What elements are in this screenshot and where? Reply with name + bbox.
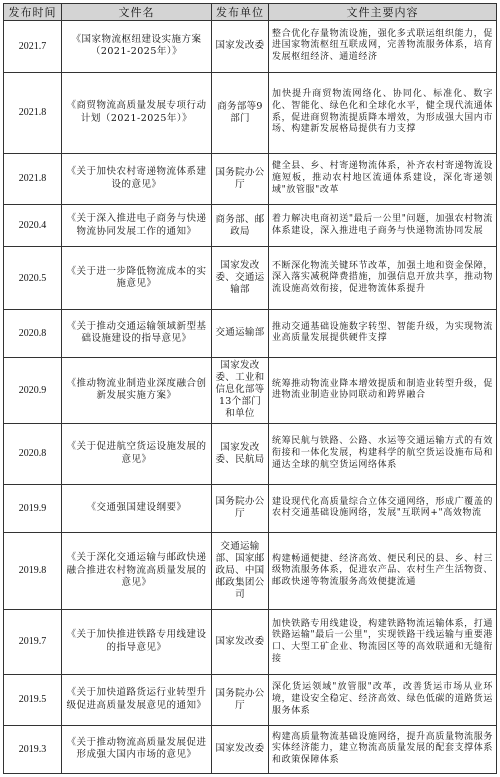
content-cell: 不断深化物流关键环节改革，加强土地和资金保障，深入落实减税降费措施，加强信息开放共享，推动物流设施高效衔接，促进物流体系提升 bbox=[269, 247, 497, 310]
content-cell: 加快铁路专用线建设，构建铁路物流运输体系，打通铁路运输"最后一公里"，实现铁路干线运输与重要港口、大型工矿企业、物流园区等的高效联通和无缝衔接 bbox=[269, 609, 497, 674]
publisher-cell: 国家发改委 bbox=[212, 21, 269, 73]
date-cell: 2019.7 bbox=[4, 609, 62, 674]
publisher-cell: 国务院办公厅 bbox=[212, 484, 269, 532]
publisher-cell: 国家发改委、民航局 bbox=[212, 423, 269, 484]
content-cell: 构建高质量物流基础设施网络，提升高质量物流服务实体经济能力，建立物流高质量发展的配套支撑体系和政策保障体系 bbox=[269, 725, 497, 773]
policy-table bbox=[3, 3, 497, 774]
table-row bbox=[4, 310, 497, 357]
date-cell: 2020.9 bbox=[4, 357, 62, 423]
publisher-cell: 国家发改委、工业和信息化部等13个部门和单位 bbox=[212, 357, 269, 423]
table-row bbox=[4, 205, 497, 247]
content-cell: 整合优化存量物流设施，强化多式联运组织能力，促进国家物流枢纽互联成网，完善物流服务体系，培育发展枢纽经济、通道经济 bbox=[269, 21, 497, 73]
document-name-cell: 《关于加快农村寄递物流体系建设的意见》 bbox=[62, 153, 212, 205]
publisher-cell: 交通运输部 bbox=[212, 310, 269, 357]
header-main-content: 文件主要内容 bbox=[269, 4, 497, 21]
table-row bbox=[4, 423, 497, 484]
content-cell: 加快提升商贸物流网络化、协同化、标准化、数字化、智能化、绿色化和全球化水平，健全现代流通体系，促进商贸物流提质降本增效，为形成强大国内市场、构建新发展格局提供有力支撑 bbox=[269, 72, 497, 153]
table-row bbox=[4, 675, 497, 725]
table-row bbox=[4, 533, 497, 610]
date-cell: 2021.7 bbox=[4, 21, 62, 73]
date-cell: 2020.8 bbox=[4, 423, 62, 484]
document-name-cell: 《关于推动交通运输领域新型基础设施建设的指导意见》 bbox=[62, 310, 212, 357]
document-name-cell: 《国家物流枢纽建设实施方案（2021-2025年）》 bbox=[62, 21, 212, 73]
header-publisher: 发布单位 bbox=[212, 4, 269, 21]
header-row bbox=[4, 4, 497, 21]
publisher-cell: 国务院办公厅 bbox=[212, 675, 269, 725]
content-cell: 深化货运领域"放管服"改革，改善货运市场从业环境，建设安全稳定、经济高效、绿色低碳的道路货运服务体系 bbox=[269, 675, 497, 725]
date-cell: 2019.9 bbox=[4, 484, 62, 532]
content-cell: 构建畅通便捷、经济高效、便民利民的县、乡、村三级物流服务体系，促进农产品、农村生产生活物资、邮政快递等物流服务高效便捷流通 bbox=[269, 533, 497, 610]
date-cell: 2020.4 bbox=[4, 205, 62, 247]
document-name-cell: 《关于深化交通运输与邮政快递融合推进农村物流高质量发展的意见》 bbox=[62, 533, 212, 610]
table-row bbox=[4, 609, 497, 674]
date-cell: 2020.5 bbox=[4, 247, 62, 310]
table-row bbox=[4, 725, 497, 773]
date-cell: 2020.8 bbox=[4, 310, 62, 357]
document-name-cell: 《关于促进航空货运设施发展的意见》 bbox=[62, 423, 212, 484]
publisher-cell: 国家发改委 bbox=[212, 725, 269, 773]
content-cell: 推动交通基础设施数字转型、智能升级，为实现物流业高质量发展提供硬件支撑 bbox=[269, 310, 497, 357]
publisher-cell: 交通运输部、国家邮政局、中国邮政集团公司 bbox=[212, 533, 269, 610]
document-name-cell: 《商贸物流高质量发展专项行动计划（2021-2025年）》 bbox=[62, 72, 212, 153]
content-cell: 建设现代化高质量综合立体交通网络，形成广覆盖的农村交通基础设施网络，发展"互联网+"高效物流 bbox=[269, 484, 497, 532]
content-cell: 健全县、乡、村寄递物流体系，补齐农村寄递物流设施短板，推动农村地区流通体系建设，深化寄递领域"放管服"改革 bbox=[269, 153, 497, 205]
table-row bbox=[4, 153, 497, 205]
publisher-cell: 国家发改委、交通运输部 bbox=[212, 247, 269, 310]
header-date: 发布时间 bbox=[4, 4, 62, 21]
content-cell: 统筹推动物流业降本增效提质和制造业转型升级，促进物流业制造业协同联动和跨界融合 bbox=[269, 357, 497, 423]
table-row bbox=[4, 72, 497, 153]
table-row bbox=[4, 247, 497, 310]
table-row bbox=[4, 484, 497, 532]
document-name-cell: 《关于加快推进铁路专用线建设的指导意见》 bbox=[62, 609, 212, 674]
date-cell: 2019.8 bbox=[4, 533, 62, 610]
publisher-cell: 商务部等9部门 bbox=[212, 72, 269, 153]
publisher-cell: 国家发改委 bbox=[212, 609, 269, 674]
document-name-cell: 《关于推动物流高质量发展促进形成强大国内市场的意见》 bbox=[62, 725, 212, 773]
date-cell: 2019.3 bbox=[4, 725, 62, 773]
table-row bbox=[4, 357, 497, 423]
document-name-cell: 《关于进一步降低物流成本的实施意见》 bbox=[62, 247, 212, 310]
publisher-cell: 商务部、邮政局 bbox=[212, 205, 269, 247]
content-cell: 统筹民航与铁路、公路、水运等交通运输方式的有效衔接和一体化发展，构建科学的航空货运设施布局和通达全球的航空货运网络体系 bbox=[269, 423, 497, 484]
date-cell: 2021.8 bbox=[4, 72, 62, 153]
content-cell: 着力解决电商初送"最后一公里"问题，加强农村物流体系建设，深入推进电子商务与快递物流协同发展 bbox=[269, 205, 497, 247]
document-name-cell: 《关于加快道路货运行业转型升级促进高质量发展意见的通知》 bbox=[62, 675, 212, 725]
date-cell: 2021.8 bbox=[4, 153, 62, 205]
document-name-cell: 《关于深入推进电子商务与快递物流协同发展工作的通知》 bbox=[62, 205, 212, 247]
table-row bbox=[4, 21, 497, 73]
publisher-cell: 国务院办公厅 bbox=[212, 153, 269, 205]
date-cell: 2019.5 bbox=[4, 675, 62, 725]
document-name-cell: 《推动物流业制造业深度融合创新发展实施方案》 bbox=[62, 357, 212, 423]
document-name-cell: 《交通强国建设纲要》 bbox=[62, 484, 212, 532]
header-document-name: 文件名 bbox=[62, 4, 212, 21]
